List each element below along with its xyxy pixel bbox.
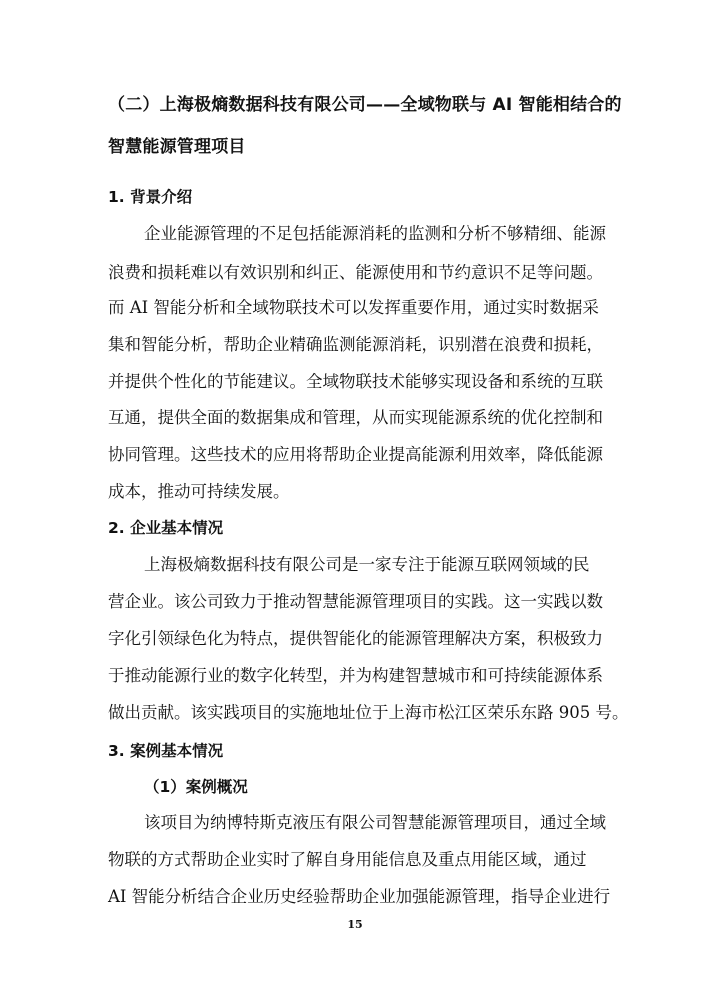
heading-case-info: 3. 案例基本情况 (108, 742, 224, 760)
page-number: 15 (347, 918, 363, 931)
subheading-case-overview: （1）案例概况 (144, 778, 248, 796)
paragraph-line: 互通，提供全面的数据集成和管理，从而实现能源系统的优化控制和 (108, 408, 603, 427)
section-title-line-1: （二）上海极熵数据科技有限公司——全域物联与 AI 智能相结合的 (108, 95, 622, 115)
heading-company-info: 2. 企业基本情况 (108, 519, 224, 537)
paragraph-line: 于推动能源行业的数字化转型，并为构建智慧城市和可持续能源体系 (108, 666, 603, 685)
paragraph-line: 物联的方式帮助企业实时了解自身用能信息及重点用能区域，通过 (108, 850, 587, 869)
paragraph-line: 做出贡献。该实践项目的实施地址位于上海市松江区荣乐东路 905 号。 (108, 703, 629, 722)
paragraph-line: 而 AI 智能分析和全域物联技术可以发挥重要作用，通过实时数据采 (108, 298, 599, 317)
paragraph-line: 并提供个性化的节能建议。全域物联技术能够实现设备和系统的互联 (108, 372, 603, 391)
paragraph-line: 协同管理。这些技术的应用将帮助企业提高能源利用效率，降低能源 (108, 445, 603, 464)
paragraph-line: 字化引领绿色化为特点，提供智能化的能源管理解决方案，积极致力 (108, 629, 603, 648)
heading-background: 1. 背景介绍 (108, 188, 193, 206)
paragraph-line: AI 智能分析结合企业历史经验帮助企业加强能源管理，指导企业进行 (108, 887, 611, 906)
paragraph-line: 浪费和损耗难以有效识别和纠正、能源使用和节约意识不足等问题。 (108, 263, 603, 282)
section-title-line-2: 智慧能源管理项目 (108, 137, 246, 157)
paragraph-line: 上海极熵数据科技有限公司是一家专注于能源互联网领域的民 (144, 555, 590, 574)
paragraph-line: 集和智能分析，帮助企业精确监测能源消耗，识别潜在浪费和损耗， (108, 335, 603, 354)
paragraph-line: 成本，推动可持续发展。 (108, 482, 290, 501)
paragraph-line: 该项目为纳博特斯克液压有限公司智慧能源管理项目，通过全域 (144, 813, 606, 832)
paragraph-line: 企业能源管理的不足包括能源消耗的监测和分析不够精细、能源 (144, 224, 606, 243)
paragraph-line: 营企业。该公司致力于推动智慧能源管理项目的实践。这一实践以数 (108, 592, 603, 611)
